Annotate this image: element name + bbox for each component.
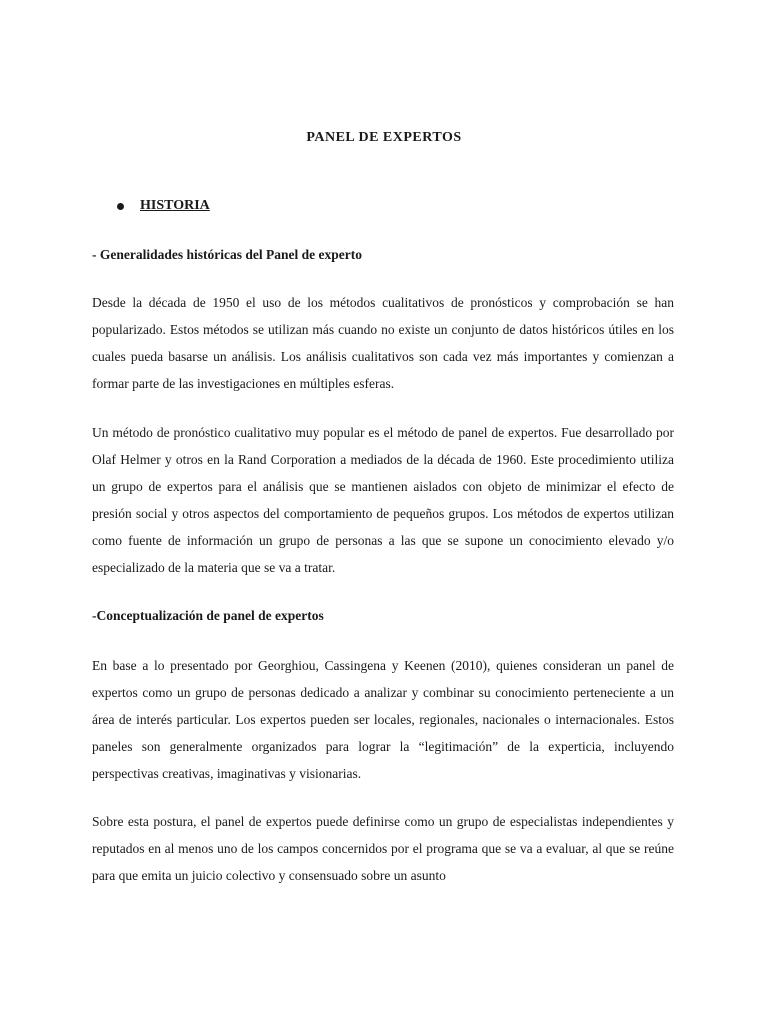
section-bullet (115, 198, 210, 214)
section-heading-historia: HISTORIA (140, 198, 210, 213)
subheading-conceptualizacion: -Conceptualización de panel de expertos (92, 608, 324, 623)
paragraph-3: En base a lo presentado por Georghiou, Cassingena y Keenen (2010), quienes consideran un panel de expertos como un grupo de personas dedicado a analizar y combinar su conocimiento perteneciente a un área de interés particular. Los expertos pueden ser locales, regionales, nacionales o internacionales. Estos paneles son generalmente organizados para lograr la “legitimación” de la experticia, incluyendo perspectivas creativas, imaginativas y visionarias. (92, 658, 674, 781)
paragraph-2: Un método de pronóstico cualitativo muy popular es el método de panel de expertos. Fue desarrollado por Olaf Helmer y otros en la Rand Corporation a mediados de la década de 1960. Este procedimiento utiliza un grupo de expertos para el análisis que se mantienen aislados con objeto de minimizar el efecto de presión social y otros aspectos del comportamiento de pequeños grupos. Los métodos de expertos utilizan como fuente de información un grupo de personas a las que se supone un conocimiento elevado y/o especializado de la materia que se va a tratar. (92, 425, 674, 575)
paragraph-1: Desde la década de 1950 el uso de los métodos cualitativos de pronósticos y comprobación se han popularizado. Estos métodos se utilizan más cuando no existe un conjunto de datos históricos útiles en los cuales pueda basarse un análisis. Los análisis cualitativos son cada vez más importantes y comienzan a formar parte de las investigaciones en múltiples esferas. (92, 295, 674, 391)
subheading-generalidades: - Generalidades históricas del Panel de experto (92, 247, 362, 262)
bullet-icon (117, 203, 124, 210)
paragraph-4: Sobre esta postura, el panel de expertos puede definirse como un grupo de especialistas independientes y reputados en al menos uno de los campos concernidos por el programa que se va a evaluar, al que se reúne para que emita un juicio colectivo y consensuado sobre un asunto (92, 814, 674, 883)
page-title: PANEL DE EXPERTOS (306, 130, 462, 145)
